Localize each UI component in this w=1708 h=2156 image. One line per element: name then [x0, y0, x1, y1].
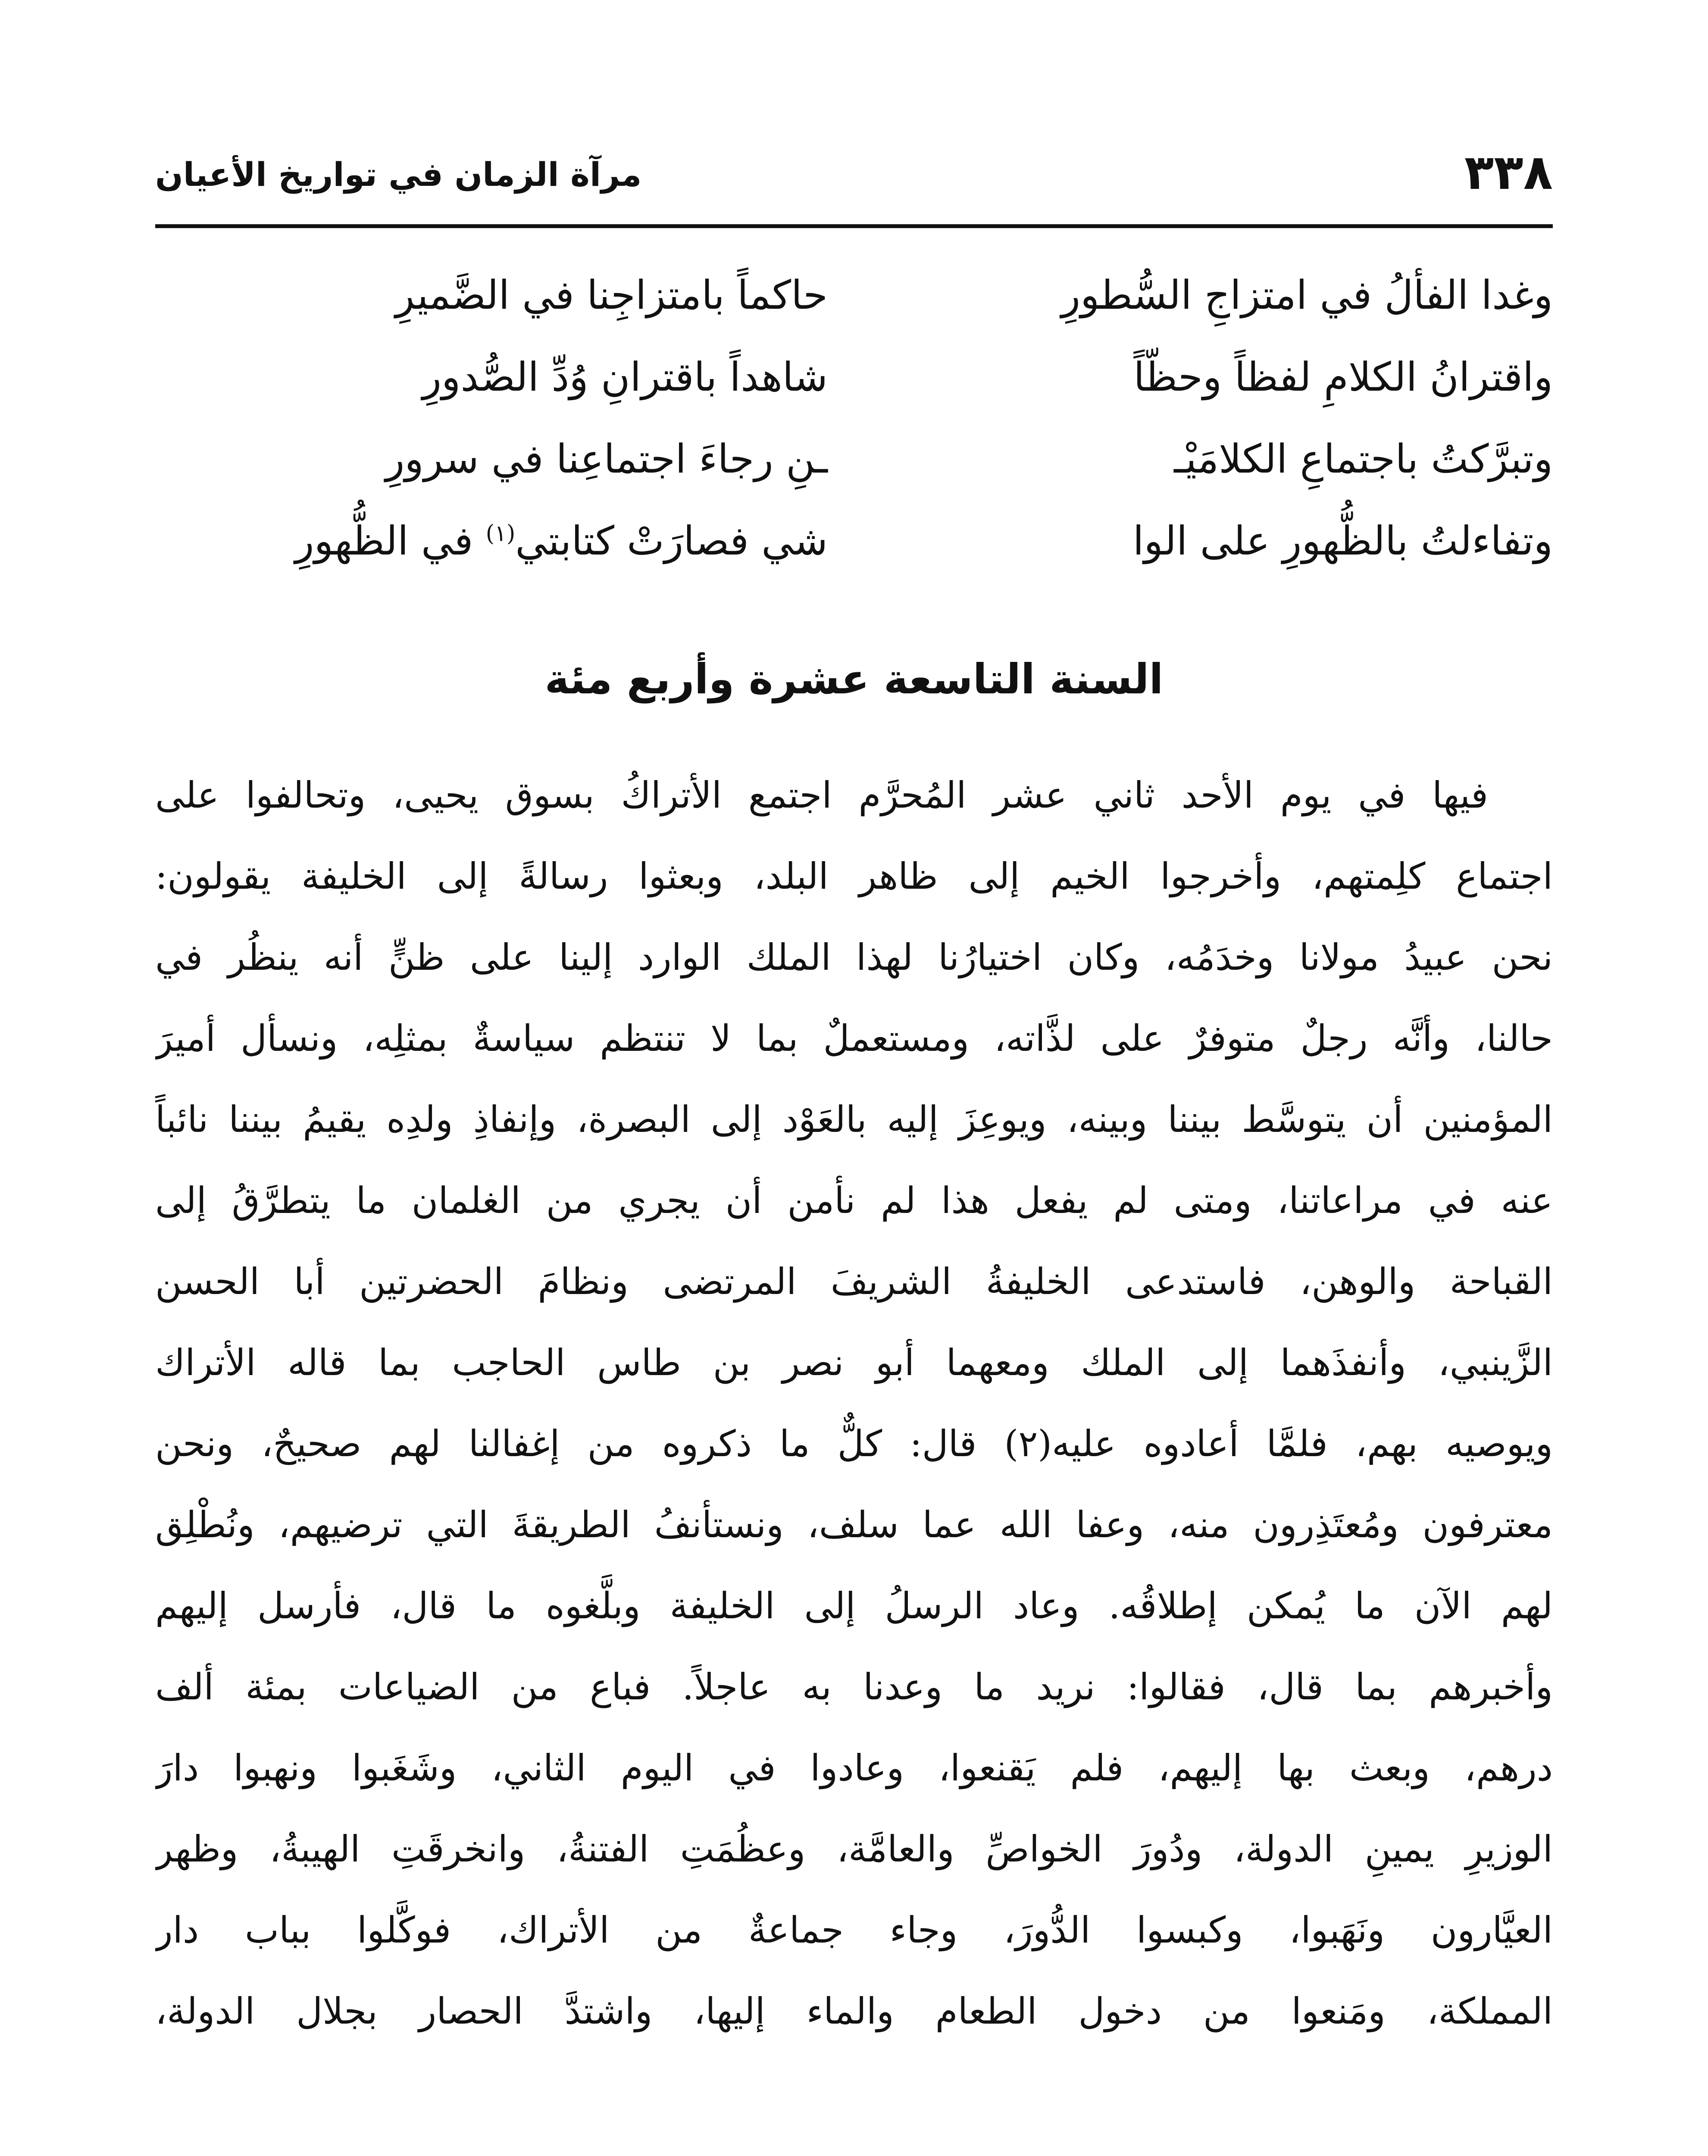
body-line: اجتماع كلِمتهم، وأخرجوا الخيم إلى ظاهر البلد، وبعثوا رسالةً إلى الخليفة يقولون:: [155, 855, 1553, 897]
section-heading: السنة التاسعة عشرة وأربع مئة: [544, 655, 1164, 703]
verse-second-hemistich: حاكماً بامتزاجِنا في الضَّميرِ: [395, 272, 828, 318]
body-line: المؤمنين أن يتوسَّط بيننا وبينه، ويوعِزَ إليه بالعَوْد إلى البصرة، وإنفاذِ ولدِه يقيمُ بيننا نائباً: [155, 1098, 1553, 1141]
body-line: فيها في يوم الأحد ثاني عشر المُحرَّم اجتمع الأتراكُ بسوق يحيى، وتحالفوا على: [155, 774, 1488, 816]
verse-first-hemistich: وتبرَّكتُ باجتماعِ الكلامَيْـ: [1174, 436, 1553, 482]
page-header: [155, 142, 1553, 203]
header-divider: [155, 224, 1553, 228]
verse-second-hemistich: شاهداً باقترانِ وُدِّ الصُّدورِ: [422, 354, 828, 400]
body-line: عنه في مراعاتنا، ومتى لم يفعل هذا لم نأمن أن يجري من الغلمان ما يتطرَّقُ إلى: [155, 1179, 1553, 1222]
poem: [155, 254, 1553, 582]
verse-first-hemistich: واقترانُ الكلامِ لفظاً وحظّاً: [1133, 354, 1553, 400]
footnote-reference: (١): [485, 520, 516, 547]
running-title: مرآة الزمان في تواريخ الأعيان: [155, 155, 642, 194]
body-line: حالنا، وأنَّه رجلٌ متوفرٌ على لذَّاته، ومستعملٌ بما لا تنتظم سياسةٌ بمثلِه، ونسأل أميرَ: [155, 1017, 1553, 1059]
body-line: وأخبرهم بما قال، فقالوا: نريد ما وعدنا به عاجلاً. فباع من الضياعات بمئة ألف: [155, 1666, 1553, 1708]
page-number: ٣٣٨: [1464, 144, 1553, 201]
body-line: معترفون ومُعتَذِرون منه، وعفا الله عما سلف، ونستأنفُ الطريقةَ التي ترضيهم، ونُطْلِق: [155, 1504, 1553, 1546]
body-line: لهم الآن ما يُمكن إطلاقُه. وعاد الرسلُ إلى الخليفة وبلَّغوه ما قال، فأرسل إليهم: [155, 1585, 1553, 1627]
body-line: القباحة والوهن، فاستدعى الخليفةُ الشريفَ المرتضى ونظامَ الحضرتين أبا الحسن: [155, 1260, 1553, 1303]
body-line: الوزيرِ يمينِ الدولة، ودُورَ الخواصِّ والعامَّة، وعظُمَتِ الفتنةُ، وانخرقَتِ الهيبةُ، وظهر: [155, 1828, 1553, 1870]
poem-verse: [155, 418, 1553, 500]
hemistich-text: شي فصارَتْ كتابتي: [515, 518, 828, 564]
body-line: ويوصيه بهم، فلمَّا أعادوه عليه(٢) قال: كلٌّ ما ذكروه من إغفالنا لهم صحيحٌ، ونحن: [155, 1423, 1553, 1465]
verse-first-hemistich: وغدا الفألُ في امتزاجِ السُّطورِ: [1061, 272, 1553, 318]
verse-first-hemistich: وتفاءلتُ بالظُّهورِ على الوا: [1132, 518, 1553, 564]
body-line: المملكة، ومَنعوا من دخول الطعام والماء إليها، واشتدَّ الحصار بجلال الدولة،: [155, 1990, 1553, 2032]
verse-second-hemistich: [155, 500, 828, 582]
hemistich-text-tail: في الظُّهورِ: [295, 518, 486, 564]
body-line: درهم، وبعث بها إليهم، فلم يَقنعوا، وعادوا في اليوم الثاني، وشَغَبوا ونهبوا دارَ: [155, 1747, 1553, 1789]
verse-second-hemistich: ـنِ رجاءَ اجتماعِنا في سرورِ: [385, 436, 828, 482]
body-text: [155, 755, 1553, 2052]
poem-verse: [155, 336, 1553, 418]
body-line: الزَّينبي، وأنفذَهما إلى الملك ومعهما أبو نصر بن طاس الحاجب بما قاله الأتراك: [155, 1341, 1553, 1384]
body-line: العيَّارون ونَهَبوا، وكبسوا الدُّورَ، وجاء جماعةٌ من الأتراك، فوكَّلوا بباب دار: [155, 1909, 1553, 1951]
poem-verse: [155, 254, 1553, 336]
poem-verse: [155, 500, 1553, 582]
body-line: نحن عبيدُ مولانا وخدَمُه، وكان اختيارُنا لهذا الملك الوارد إلينا على ظنٍّ أنه ينظُر في: [155, 936, 1553, 978]
